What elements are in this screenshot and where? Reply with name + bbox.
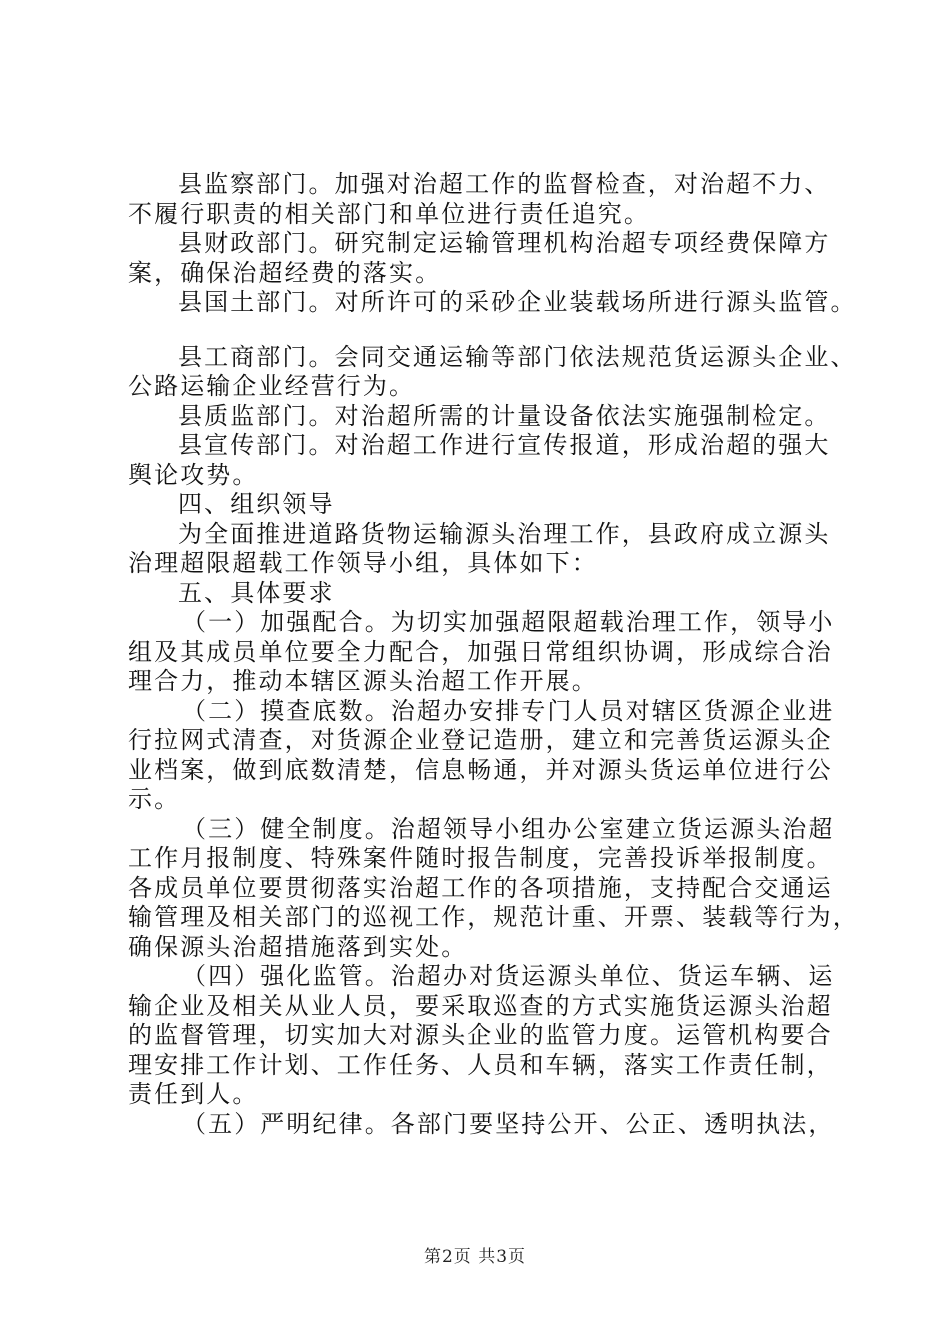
paragraph-line: 理安排工作计划、工作任务、人员和车辆，落实工作责任制，	[128, 1050, 833, 1079]
paragraph-line: 示。	[128, 785, 181, 813]
paragraph-line: 业档案，做到底数清楚，信息畅通，并对源头货运单位进行公	[128, 755, 833, 784]
paragraph-line: 为全面推进道路货物运输源头治理工作，县政府成立源头	[178, 519, 831, 548]
paragraph-line: 输管理及相关部门的巡视工作，规范计重、开票、装载等行为，	[128, 903, 859, 931]
paragraph-line: 行拉网式清查，对货源企业登记造册，建立和完善货运源头企	[128, 726, 833, 754]
section-heading: 五、具体要求	[178, 578, 335, 607]
paragraph-line: 县国土部门。对所许可的采砂企业装载场所进行源头监管。	[178, 288, 857, 316]
paragraph-line: 工作月报制度、特殊案件随时报告制度，完善投诉举报制度。	[128, 844, 833, 872]
paragraph-line: 输企业及相关从业人员，要采取巡查的方式实施货运源头治超	[128, 991, 833, 1020]
paragraph-line: （三）健全制度。治超领导小组办公室建立货运源头治超	[182, 814, 835, 843]
paragraph-line: （二）摸查底数。治超办安排专门人员对辖区货源企业进	[182, 696, 835, 725]
paragraph-line: 责任到人。	[128, 1080, 259, 1108]
paragraph-spacer	[128, 318, 828, 343]
paragraph-line: （五）严明纪律。各部门要坚持公开、公正、透明执法，	[182, 1109, 835, 1138]
paragraph-line: 不履行职责的相关部门和单位进行责任追究。	[128, 199, 650, 228]
section-heading: 四、组织领导	[178, 490, 335, 518]
paragraph-line: 案，确保治超经费的落实。	[128, 258, 442, 287]
paragraph-line: 县宣传部门。对治超工作进行宣传报道，形成治超的强大	[178, 431, 831, 459]
page-number-footer: 第2页 共3页	[423, 1247, 527, 1267]
document-body	[128, 170, 859, 1139]
paragraph-line: 各成员单位要贯彻落实治超工作的各项措施，支持配合交通运	[128, 873, 833, 902]
paragraph-line: 舆论攻势。	[128, 460, 259, 489]
paragraph-line: 县财政部门。研究制定运输管理机构治超专项经费保障方	[178, 229, 831, 257]
paragraph-line: 理合力，推动本辖区源头治超工作开展。	[128, 667, 598, 695]
paragraph-line: 公路运输企业经营行为。	[128, 372, 416, 400]
paragraph-line: 组及其成员单位要全力配合，加强日常组织协调，形成综合治	[128, 637, 833, 666]
paragraph-line: 县质监部门。对治超所需的计量设备依法实施强制检定。	[178, 401, 831, 430]
paragraph-line: （四）强化监管。治超办对货运源头单位、货运车辆、运	[182, 962, 835, 990]
paragraph-line: 县工商部门。会同交通运输等部门依法规范货运源头企业、	[178, 342, 857, 371]
paragraph-line: （一）加强配合。为切实加强超限超载治理工作，领导小	[182, 608, 835, 636]
paragraph-line: 的监督管理，切实加大对源头企业的监管力度。运管机构要合	[128, 1021, 833, 1049]
paragraph-line: 确保源头治超措施落到实处。	[128, 932, 468, 961]
paragraph-line: 县监察部门。加强对治超工作的监督检查，对治超不力、	[178, 170, 831, 198]
paragraph-line: 治理超限超载工作领导小组，具体如下：	[128, 549, 598, 577]
